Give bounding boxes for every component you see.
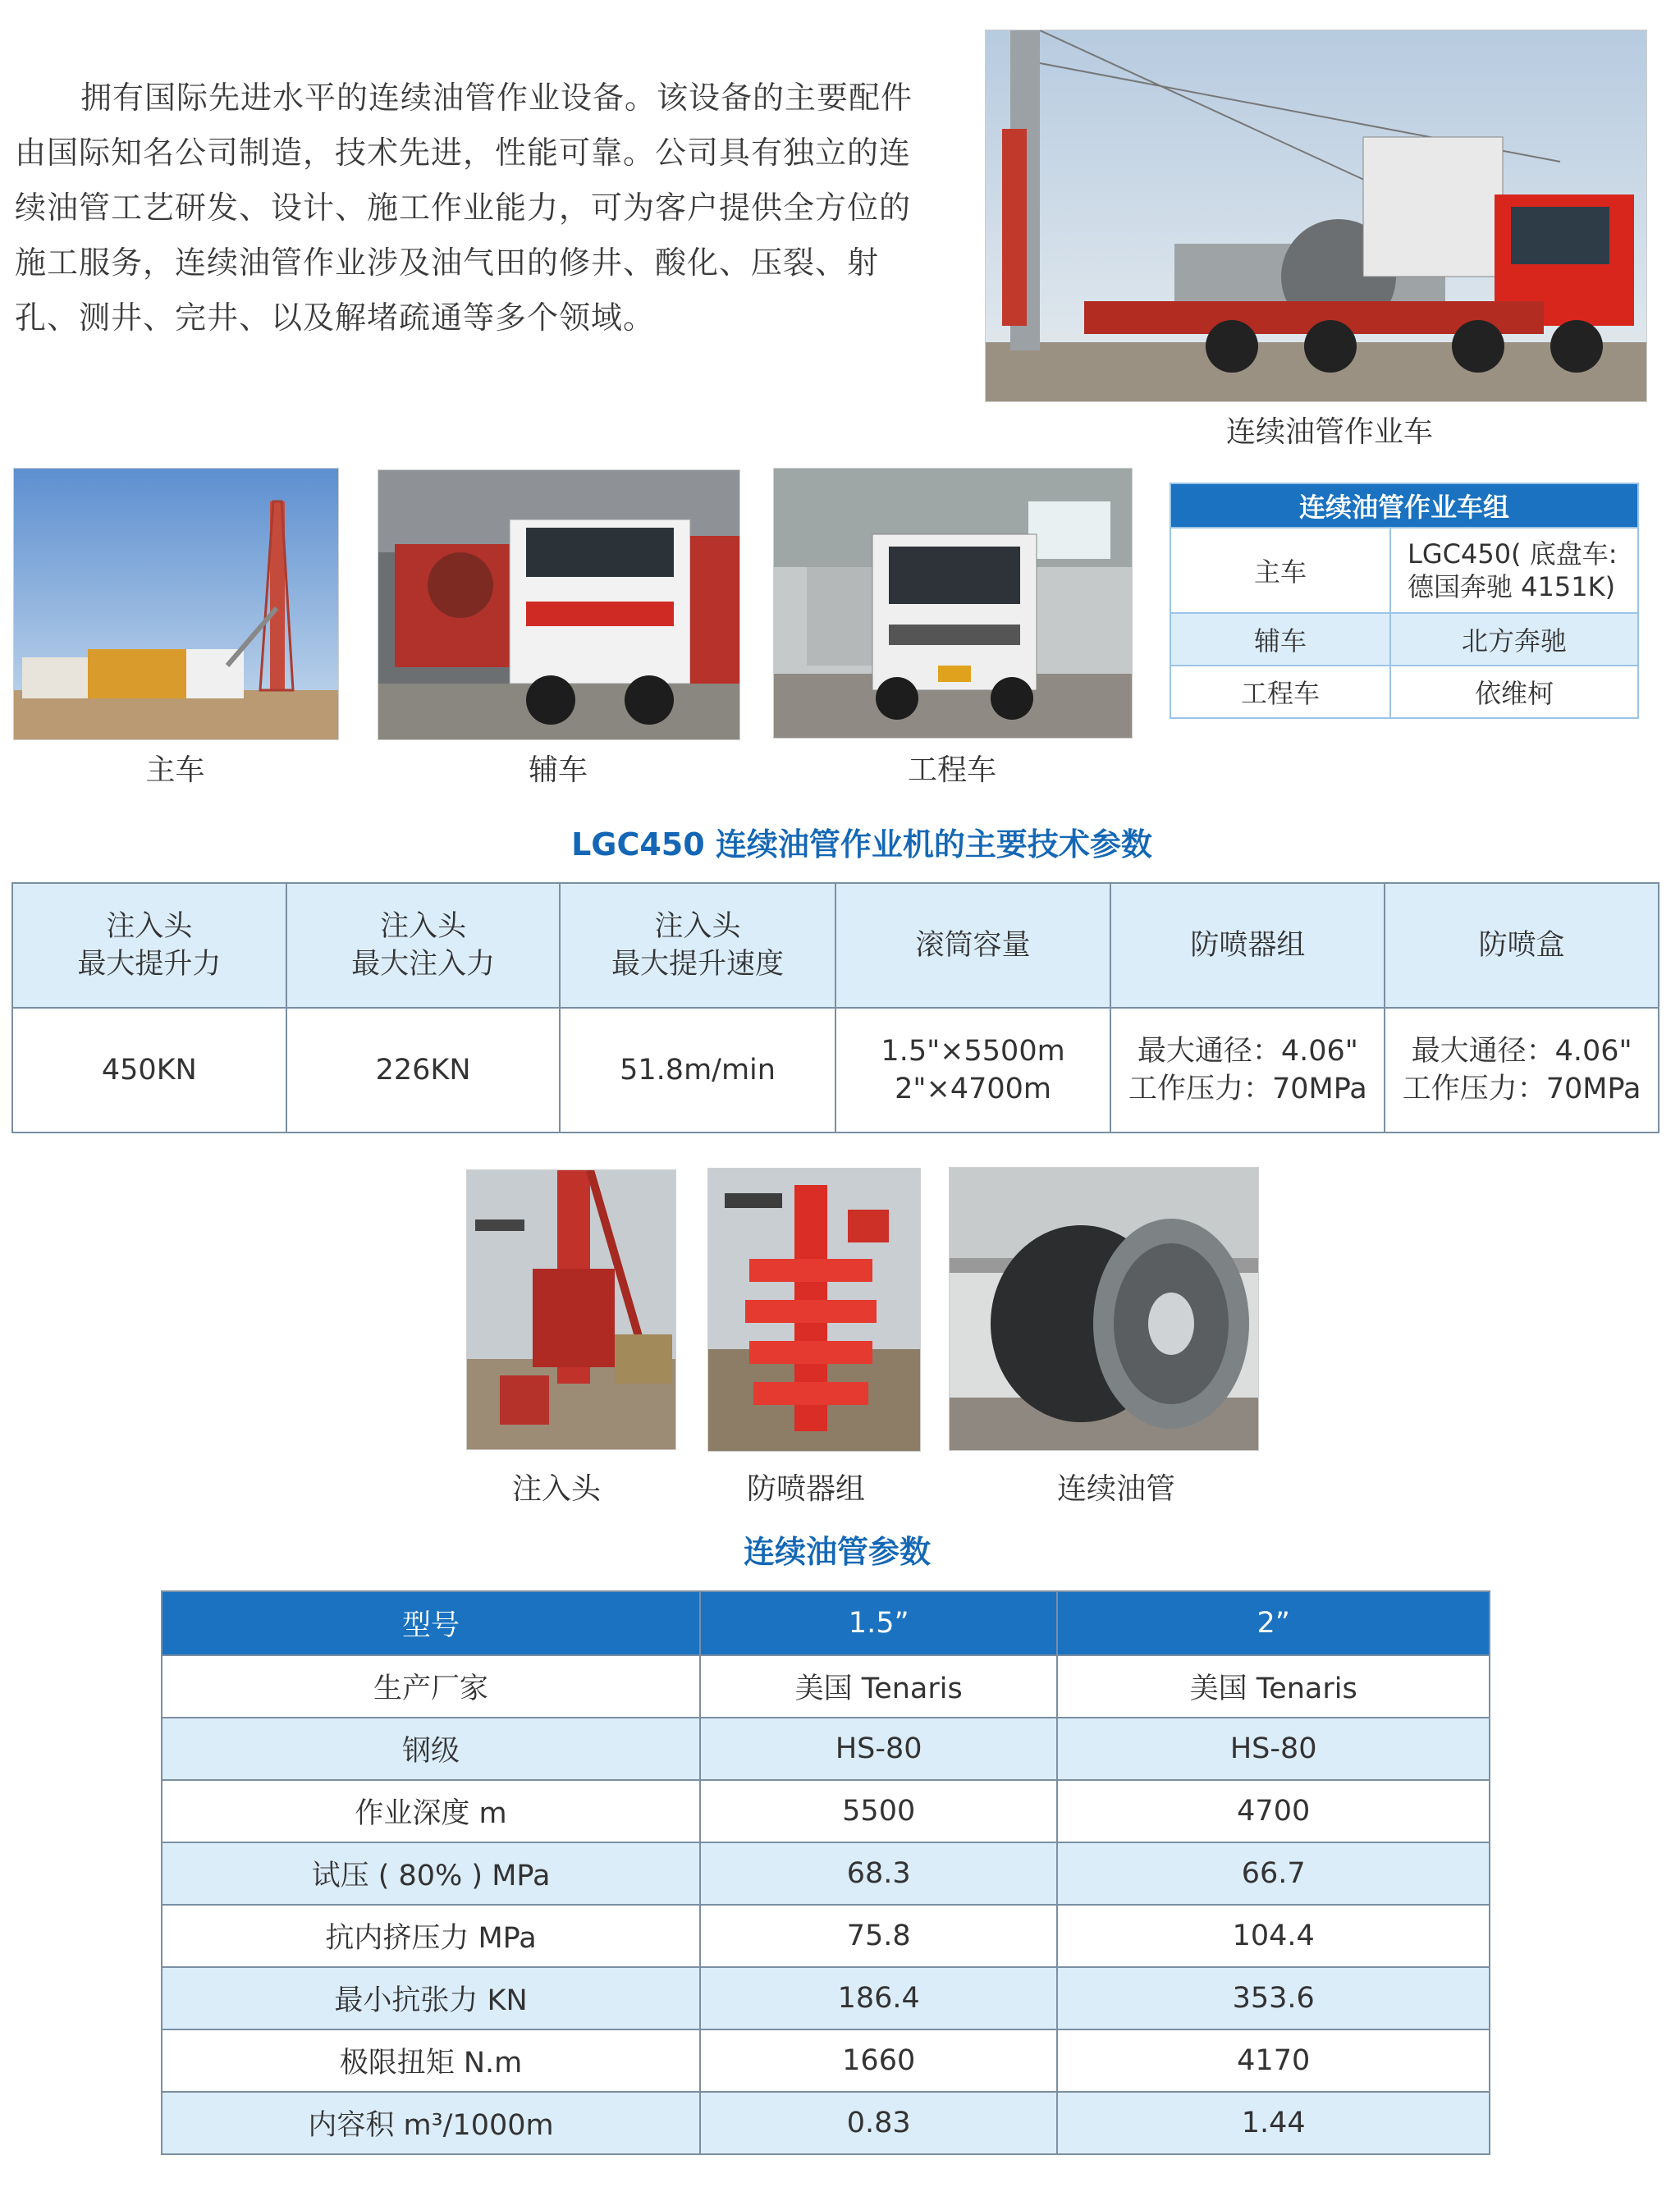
param-value: 4700 [1057, 1780, 1490, 1842]
table-row [162, 1655, 1490, 1718]
table-row [162, 1967, 1490, 2029]
header-cell: 1.5” [700, 1591, 1057, 1655]
value-cell: 最大通径：4.06" 工作压力：70MPa [1385, 1008, 1659, 1133]
photo-coil-truck [985, 30, 1647, 402]
table-header-row [162, 1591, 1490, 1655]
table-row [1170, 666, 1638, 718]
table-row [162, 2092, 1490, 2154]
header-cell: 注入头 最大提升力 [12, 883, 286, 1008]
param-value: 4170 [1057, 2029, 1490, 2092]
row-value: 北方奔驰 [1390, 613, 1638, 666]
header-cell: 2” [1057, 1591, 1490, 1655]
lgc-section-title: LGC450 连续油管作业机的主要技术参数 [571, 826, 1152, 863]
param-name: 最小抗张力 KN [162, 1967, 700, 2029]
param-value: 5500 [700, 1780, 1057, 1842]
header-cell: 型号 [162, 1591, 700, 1655]
table-row [1170, 613, 1638, 666]
caption-eng-truck: 工程车 [907, 753, 996, 787]
param-value: 美国 Tenaris [1057, 1655, 1490, 1718]
table-row [12, 1008, 1659, 1133]
photo-aux-truck [378, 469, 740, 740]
table-row [1170, 528, 1638, 613]
param-value: HS-80 [1057, 1718, 1490, 1780]
header-cell: 注入头 最大提升速度 [560, 883, 835, 1008]
row-label: 工程车 [1170, 666, 1390, 718]
photo-injector [466, 1169, 676, 1450]
photo-bop [707, 1168, 921, 1452]
vehicle-table-title: 连续油管作业车组 [1170, 483, 1638, 528]
photo-main-truck [13, 468, 339, 740]
param-name: 内容积 m³/1000m [162, 2092, 700, 2154]
header-cell: 滚筒容量 [835, 883, 1111, 1008]
value-cell: 226KN [286, 1008, 561, 1133]
row-value: LGC450( 底盘车: 德国奔驰 4151K) [1390, 528, 1638, 613]
param-value: 186.4 [700, 1967, 1057, 2029]
coil-section-title: 连续油管参数 [743, 1534, 931, 1570]
param-name: 极限扭矩 N.m [162, 2029, 700, 2092]
header-cell: 注入头 最大注入力 [286, 883, 561, 1008]
param-value: 0.83 [700, 2092, 1057, 2154]
param-value: HS-80 [700, 1718, 1057, 1780]
param-value: 1660 [700, 2029, 1057, 2092]
table-row [162, 2029, 1490, 2092]
coil-params-table [161, 1590, 1490, 2155]
caption-bop: 防喷器组 [746, 1472, 865, 1506]
caption-injector: 注入头 [511, 1472, 601, 1506]
value-cell: 1.5"×5500m 2"×4700m [835, 1008, 1111, 1133]
param-value: 66.7 [1057, 1842, 1490, 1905]
row-value: 依维柯 [1390, 666, 1638, 718]
param-name: 作业深度 m [162, 1780, 700, 1842]
value-cell: 最大通径：4.06" 工作压力：70MPa [1110, 1008, 1385, 1133]
row-label: 辅车 [1170, 613, 1390, 666]
param-name: 试压 ( 80% ) MPa [162, 1842, 700, 1905]
param-name: 生产厂家 [162, 1655, 700, 1718]
caption-coil-truck: 连续油管作业车 [1225, 415, 1433, 449]
param-value: 75.8 [700, 1905, 1057, 1967]
photo-eng-truck [773, 468, 1133, 739]
vehicle-group-table [1170, 483, 1639, 719]
header-cell: 防喷器组 [1110, 883, 1385, 1008]
table-header-row [12, 883, 1659, 1008]
param-value: 美国 Tenaris [700, 1655, 1057, 1718]
value-cell: 51.8m/min [560, 1008, 835, 1133]
table-row [162, 1718, 1490, 1780]
param-value: 68.3 [700, 1842, 1057, 1905]
param-value: 1.44 [1057, 2092, 1490, 2154]
table-row [162, 1842, 1490, 1905]
row-label: 主车 [1170, 528, 1390, 613]
photo-coil-reel [949, 1167, 1259, 1451]
caption-main-truck: 主车 [145, 753, 205, 787]
param-value: 353.6 [1057, 1967, 1490, 2029]
param-value: 104.4 [1057, 1905, 1490, 1967]
table-row [162, 1780, 1490, 1842]
table-row [162, 1905, 1490, 1967]
lgc-params-table [11, 882, 1659, 1133]
param-name: 钢级 [162, 1718, 700, 1780]
value-cell: 450KN [12, 1008, 286, 1133]
caption-coil-reel: 连续油管 [1056, 1472, 1175, 1506]
param-name: 抗内挤压力 MPa [162, 1905, 700, 1967]
header-cell: 防喷盒 [1385, 883, 1659, 1008]
vehicle-table-header [1170, 483, 1638, 528]
caption-aux-truck: 辅车 [528, 753, 588, 787]
intro-paragraph: 拥有国际先进水平的连续油管作业设备。该设备的主要配件由国际知名公司制造，技术先进，性能可靠。公司具有独立的连续油管工艺研发、设计、施工作业能力，可为客户提供全方位的施工服务，连续油管作业涉及油气田的修井、酸化、压裂、射孔、测井、完井、以及解堵疏通等多个领域。 [15, 80, 913, 336]
